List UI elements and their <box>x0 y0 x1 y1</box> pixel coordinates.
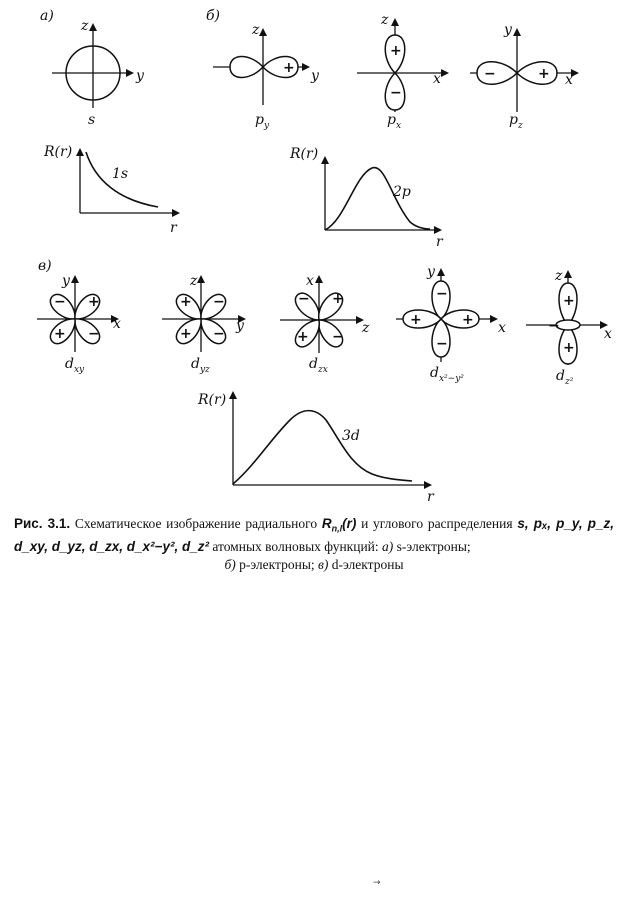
sign-minus: − <box>332 329 344 345</box>
orbital-label-dyz: $d_{yz}$ <box>191 356 210 375</box>
sign-plus: + <box>390 43 402 59</box>
orbital-label-dzx: $d_{zx}$ <box>309 356 328 375</box>
caption-orbital-list: s, pₓ, p_y, p_z, d_xy, d_yz, d_zx, d_x²−y², d_z² <box>14 516 614 554</box>
radial-plot-1s <box>43 144 178 236</box>
sign-plus: + <box>283 60 295 76</box>
sign-plus: + <box>297 329 309 345</box>
axis-label-z: z <box>252 22 260 38</box>
radial-plot-3d <box>197 392 435 505</box>
axis-label-R: R(r) <box>198 392 227 408</box>
sign-plus: + <box>538 66 550 82</box>
axis-label-r: r <box>427 489 434 505</box>
dxy-orbital-diagram <box>37 273 121 375</box>
py-orbital-diagram <box>213 22 320 131</box>
sign-plus: + <box>180 326 192 342</box>
caption-radial-symbol: $R_{n,l}(r)$ <box>321 516 357 534</box>
curve-label-2p: 2p <box>393 184 411 200</box>
axis-label-x: x <box>498 320 506 336</box>
sign-plus: + <box>180 294 192 310</box>
sign-minus: − <box>390 85 402 101</box>
dz2-orbital-diagram <box>526 268 612 387</box>
sign-plus: + <box>332 291 344 307</box>
sign-plus: + <box>410 312 422 328</box>
caption-v-tag: в) <box>318 556 329 572</box>
sign-plus: + <box>563 340 575 356</box>
sign-minus: − <box>213 326 225 342</box>
curve-label-1s: 1s <box>112 166 129 182</box>
panel-label-b: б) <box>206 8 221 24</box>
s-orbital-diagram <box>52 18 145 128</box>
axis-label-x: x <box>113 316 121 332</box>
axis-label-z: z <box>381 12 389 28</box>
sign-minus: − <box>548 318 560 334</box>
curve-label-3d: 3d <box>342 428 360 444</box>
panel-label-a: а) <box>40 8 54 24</box>
orbital-label-dxy: $d_{xy}$ <box>65 356 85 375</box>
sign-minus: − <box>88 326 100 342</box>
caption-label: Рис. 3.1. <box>14 516 71 531</box>
axis-label-r: r <box>436 234 443 250</box>
axis-label-y: y <box>62 273 70 289</box>
orbital-label-px: $p_x$ <box>387 112 402 131</box>
sign-minus: − <box>54 294 66 310</box>
axis-label-y: y <box>504 22 512 38</box>
dx2y2-orbital-diagram <box>396 264 506 384</box>
axis-label-z: z <box>81 18 89 34</box>
axis-label-y: y <box>236 318 244 334</box>
caption-a-tag: а) <box>382 538 394 554</box>
panel-label-v: в) <box>38 258 52 274</box>
sign-minus: − <box>436 286 448 302</box>
caption-text-1: Схематическое изображение радиального <box>74 516 318 531</box>
orbital-label-dz2: $d_{z^2}$ <box>556 368 574 387</box>
caption-text-2-tail: атомных волновых функций: <box>212 538 379 554</box>
caption-b-text: p-электроны; <box>239 556 315 572</box>
sign-plus: + <box>563 293 575 309</box>
axis-label-y: y <box>136 68 144 84</box>
sign-minus: − <box>213 294 225 310</box>
orbital-label-dx2y2: $d_{x^2-y^2}$ <box>430 365 464 384</box>
axis-label-x: x <box>433 71 441 87</box>
dzx-orbital-diagram <box>280 273 370 375</box>
page-mark: → <box>373 878 381 888</box>
sign-plus: + <box>54 326 66 342</box>
axis-label-x: x <box>565 72 573 88</box>
axis-label-z: z <box>190 273 198 289</box>
sign-minus: − <box>436 336 448 352</box>
axis-label-z: z <box>362 320 370 336</box>
pz-orbital-diagram <box>470 22 577 131</box>
sign-minus: − <box>298 291 310 307</box>
dyz-orbital-diagram <box>162 273 245 375</box>
orbital-label-s: s <box>88 112 96 128</box>
caption-b-tag: б) <box>224 556 236 572</box>
figure-caption <box>14 515 614 574</box>
caption-text-1-tail: и углового распределения <box>361 516 513 531</box>
axis-label-y: y <box>427 264 435 280</box>
px-orbital-diagram <box>357 12 447 131</box>
orbital-label-py: $p_y$ <box>255 112 270 131</box>
axis-label-x: x <box>604 326 612 342</box>
radial-plot-2p <box>289 146 444 250</box>
axis-label-R: R(r) <box>290 146 319 162</box>
orbital-label-pz: $p_z$ <box>509 112 523 131</box>
axis-label-y: y <box>311 68 319 84</box>
sign-plus: + <box>88 294 100 310</box>
sign-minus: − <box>484 66 496 82</box>
axis-label-x: x <box>306 273 314 289</box>
caption-a-text: s-электроны; <box>396 538 471 554</box>
axis-label-r: r <box>170 220 177 236</box>
axis-label-R: R(r) <box>44 144 73 160</box>
axis-label-z: z <box>555 268 563 284</box>
sign-plus: + <box>462 312 474 328</box>
caption-v-text: d-электроны <box>331 556 404 572</box>
